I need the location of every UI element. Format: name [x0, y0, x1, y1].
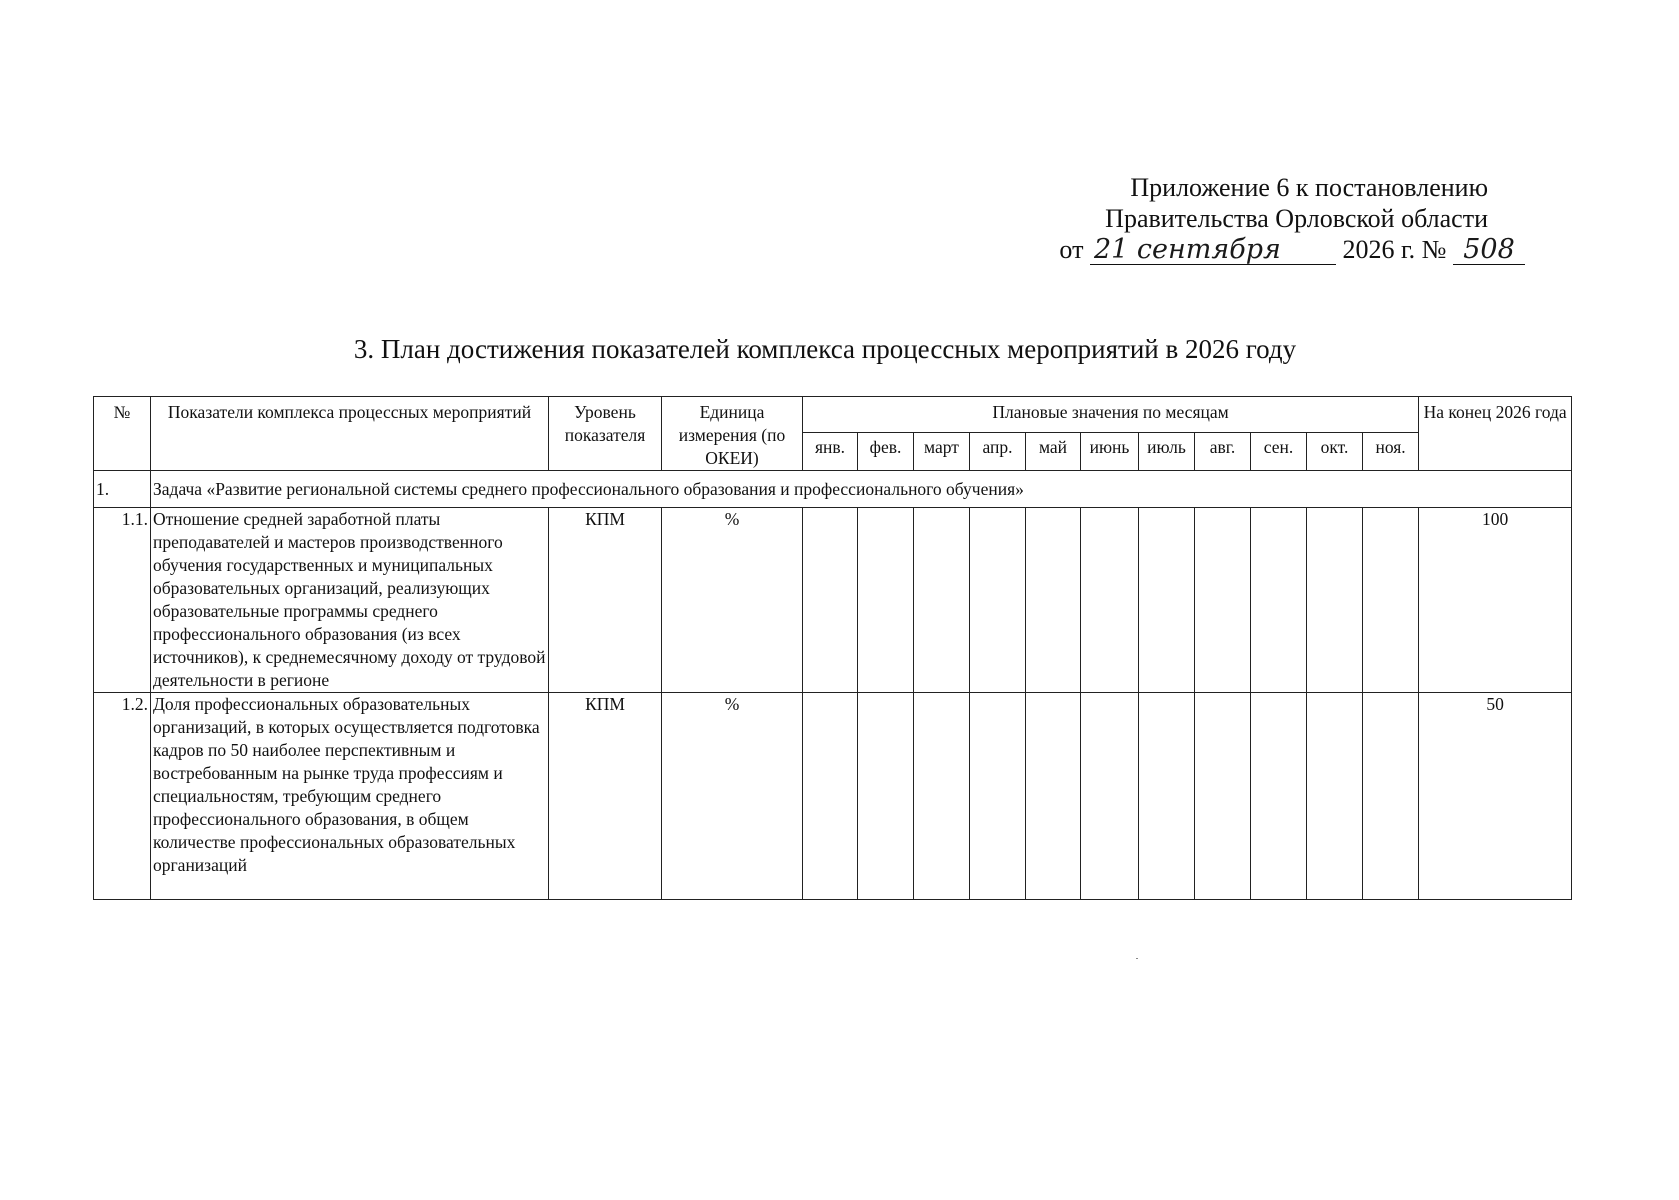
header-indicator: Показатели комплекса процессных мероприятий	[151, 397, 549, 471]
month-header: ноя.	[1363, 433, 1419, 471]
row-num: 1.1.	[94, 508, 151, 693]
row-indicator: Отношение средней заработной платы преподавателей и мастеров производственного обучения государственных и муниципальных образовательных организаций, реализующих образовательные программы среднего профессионального образования (из всех источников), к среднемесячному доходу от трудовой деятельности в регионе	[151, 508, 549, 693]
month-cell	[1251, 508, 1307, 693]
month-header: сен.	[1251, 433, 1307, 471]
handwritten-number: 508	[1453, 236, 1525, 265]
month-header: июль	[1139, 433, 1195, 471]
month-cell	[914, 508, 970, 693]
month-cell	[970, 693, 1026, 900]
appendix-year: 2026 г. №	[1342, 235, 1447, 264]
month-header: фев.	[858, 433, 914, 471]
month-cell	[803, 693, 858, 900]
month-header: авг.	[1195, 433, 1251, 471]
row-level: КПМ	[549, 693, 662, 900]
month-header: июнь	[1081, 433, 1139, 471]
plan-table	[93, 396, 1572, 900]
row-level: КПМ	[549, 508, 662, 693]
task-num: 1.	[94, 471, 151, 508]
month-cell	[1081, 693, 1139, 900]
header-num: №	[94, 397, 151, 471]
row-end-value: 50	[1419, 693, 1572, 900]
row-unit: %	[662, 693, 803, 900]
table-row	[94, 693, 1572, 900]
month-cell	[1026, 508, 1081, 693]
row-indicator: Доля профессиональных образовательных организаций, в которых осуществляется подготовка кадров по 50 наиболее перспективным и востребованным на рынке труда профессиям и специальностям, требующим среднего профессионального образования, в общем количестве профессиональных образовательных организаций	[151, 693, 549, 900]
month-cell	[858, 693, 914, 900]
table-row	[94, 471, 1572, 508]
month-cell	[1195, 693, 1251, 900]
month-header: март	[914, 433, 970, 471]
table-row	[94, 508, 1572, 693]
month-cell	[1195, 508, 1251, 693]
month-cell	[1307, 693, 1363, 900]
appendix-line-3	[1040, 234, 1540, 265]
appendix-line-1: Приложение 6 к постановлению	[1130, 173, 1488, 202]
section-title: 3. План достижения показателей комплекса процессных мероприятий в 2026 году	[353, 334, 1297, 364]
row-unit: %	[662, 508, 803, 693]
month-header: апр.	[970, 433, 1026, 471]
header-level: Уровень показателя	[549, 397, 662, 471]
header-unit: Единица измерения (по ОКЕИ)	[662, 397, 803, 471]
appendix-prefix: от	[1059, 235, 1084, 264]
task-text: Задача «Развитие региональной системы среднего профессионального образования и профессионального обучения»	[151, 471, 1572, 508]
month-header: окт.	[1307, 433, 1363, 471]
scan-speck	[1136, 958, 1138, 959]
month-cell	[1026, 693, 1081, 900]
month-cell	[1139, 508, 1195, 693]
header-end-of-year: На конец 2026 года	[1419, 397, 1572, 471]
month-cell	[1139, 693, 1195, 900]
month-cell	[1307, 508, 1363, 693]
month-cell	[803, 508, 858, 693]
month-header: янв.	[803, 433, 858, 471]
header-planned-by-month: Плановые значения по месяцам	[803, 397, 1419, 433]
month-cell	[1363, 693, 1419, 900]
handwritten-date: 21 сентября	[1090, 236, 1336, 265]
month-cell	[914, 693, 970, 900]
appendix-line-2: Правительства Орловской области	[1105, 204, 1488, 233]
month-header: май	[1026, 433, 1081, 471]
month-cell	[1251, 693, 1307, 900]
row-end-value: 100	[1419, 508, 1572, 693]
month-cell	[970, 508, 1026, 693]
month-cell	[858, 508, 914, 693]
month-cell	[1363, 508, 1419, 693]
appendix-header	[1040, 172, 1540, 265]
row-num: 1.2.	[94, 693, 151, 900]
month-cell	[1081, 508, 1139, 693]
